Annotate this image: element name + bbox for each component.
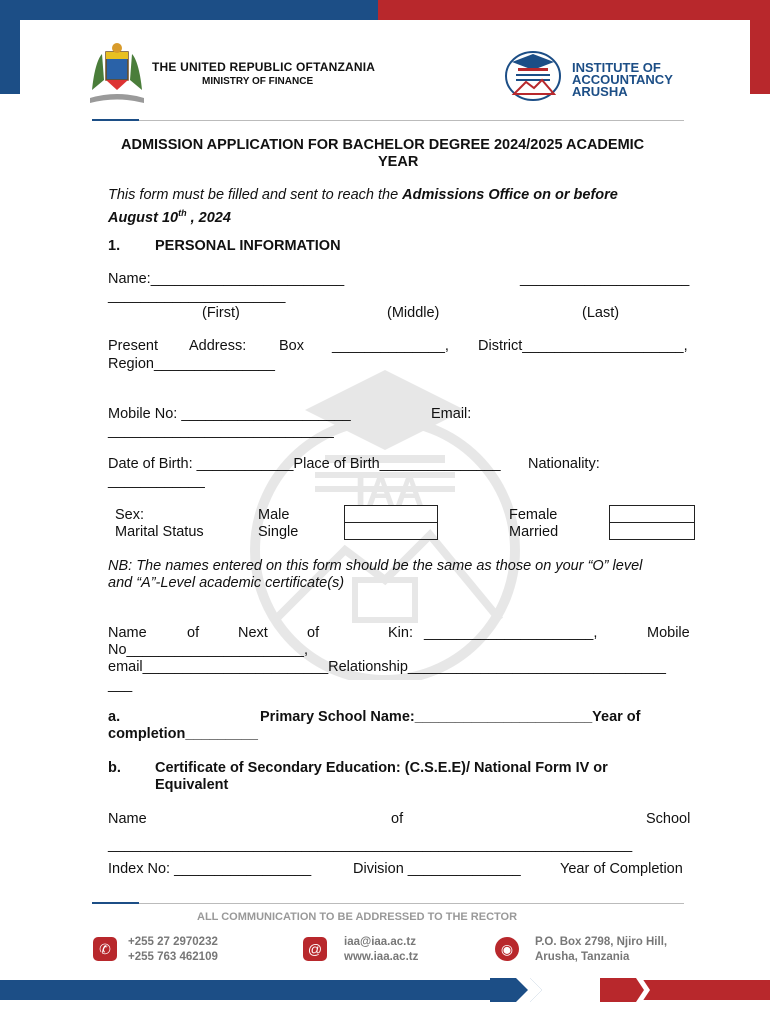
website-link[interactable]: www.iaa.ac.tz: [344, 951, 419, 963]
male-checkbox[interactable]: [344, 505, 438, 523]
form-title-line2: YEAR: [378, 154, 419, 170]
side-bar-blue: [0, 20, 20, 94]
csee-year-label: Year of Completion: [560, 861, 683, 877]
postal-address: P.O. Box 2798, Njiro Hill,: [535, 936, 668, 948]
kin-name-field[interactable]: _____________________,: [424, 625, 598, 641]
region-field[interactable]: Region_______________: [108, 356, 275, 372]
district-field[interactable]: District____________________,: [478, 338, 688, 354]
kin-word-of: of: [187, 625, 200, 641]
deadline-year: , 2024: [186, 209, 231, 226]
kin-word-kin: Kin:: [388, 625, 413, 641]
footer-rule: [139, 903, 684, 904]
email-field[interactable]: ____________________________: [108, 423, 334, 439]
csee-title-line1: Certificate of Secondary Education: (C.S.E.E)/ National Form IV or: [155, 760, 608, 776]
name-last-blank[interactable]: _____________________: [520, 271, 690, 287]
top-bar-blue: [0, 0, 378, 20]
iaa-logo: [504, 50, 562, 102]
csee-division-field[interactable]: Division ______________: [353, 861, 521, 877]
mobile-field[interactable]: Mobile No: _____________________: [108, 406, 351, 422]
primary-label: a.: [108, 709, 121, 725]
primary-school-field[interactable]: Primary School Name:______________________Year of: [260, 709, 641, 725]
form-title-line1: ADMISSION APPLICATION FOR BACHELOR DEGREE 2024/2025 ACADEMIC: [121, 137, 645, 153]
label-present: Present: [108, 338, 158, 354]
label-single: Single: [258, 524, 299, 540]
kin-mobile-field[interactable]: No______________________,: [108, 642, 308, 658]
married-checkbox[interactable]: [609, 522, 695, 540]
label-nationality: Nationality:: [528, 456, 600, 472]
institute-name-line1: INSTITUTE OF: [572, 60, 661, 75]
label-marital-status: Marital Status: [115, 524, 204, 540]
intro-bold: Admissions Office on or before: [402, 187, 618, 203]
phone-line2: +255 763 462109: [128, 951, 218, 963]
csee-index-field[interactable]: Index No: _________________: [108, 861, 312, 877]
watermark-text: IAA: [355, 470, 424, 514]
birth-fields[interactable]: Date of Birth: ____________Place of Birth_______________: [108, 456, 501, 472]
section-number: 1.: [108, 238, 121, 254]
csee-label: b.: [108, 760, 121, 776]
deadline-sup: th: [178, 208, 187, 218]
csee-word-name: Name: [108, 811, 147, 827]
csee-school-field[interactable]: _________________________________________________________________: [108, 837, 633, 853]
top-bar-red: [378, 0, 770, 20]
box-field[interactable]: ______________,: [332, 338, 449, 354]
section-title: PERSONAL INFORMATION: [155, 238, 341, 254]
institute-name-line3: ARUSHA: [572, 84, 628, 99]
kin-email-relationship-field[interactable]: email_______________________Relationship________________________________: [108, 659, 666, 675]
intro-text: This form must be filled and sent to reach the: [108, 187, 403, 203]
ministry-name: MINISTRY OF FINANCE: [202, 76, 314, 87]
header-rule: [139, 120, 684, 121]
label-sex: Sex:: [115, 507, 145, 523]
csee-word-school: School: [646, 811, 691, 827]
label-male: Male: [258, 507, 290, 523]
bottom-bar-blue: [0, 980, 530, 1000]
deadline-date: August 10: [108, 209, 179, 226]
name-field[interactable]: Name:________________________: [108, 271, 345, 287]
coat-of-arms-logo: [86, 40, 148, 106]
location-icon: ◉: [495, 937, 519, 961]
kin-tail-blank[interactable]: ___: [108, 677, 133, 693]
label-female: Female: [509, 507, 558, 523]
csee-word-of: of: [391, 811, 404, 827]
intro-line2: [108, 204, 231, 227]
nb-line2: and “A”-Level academic certificate(s): [108, 575, 345, 591]
label-last: (Last): [582, 305, 620, 321]
phone-icon: ✆: [93, 937, 117, 961]
label-email: Email:: [431, 406, 472, 422]
name-blank-line2[interactable]: ______________________: [108, 288, 286, 304]
kin-word-name: Name: [108, 625, 147, 641]
kin-word-next: Next: [238, 625, 268, 641]
label-address: Address:: [189, 338, 247, 354]
single-checkbox[interactable]: [344, 522, 438, 540]
nationality-field[interactable]: ____________: [108, 473, 205, 489]
phone-line1: +255 27 2970232: [128, 936, 218, 948]
footer-notice: ALL COMMUNICATION TO BE ADDRESSED TO THE RECTOR: [197, 911, 518, 923]
kin-word-of2: of: [307, 625, 320, 641]
footer-rule-accent: [92, 902, 139, 904]
kin-word-mobile: Mobile: [647, 625, 690, 641]
postal-city: Arusha, Tanzania: [535, 951, 630, 963]
label-box: Box: [279, 338, 304, 354]
institute-name-line2: ACCOUNTANCY: [572, 72, 673, 87]
female-checkbox[interactable]: [609, 505, 695, 523]
csee-title-line2: Equivalent: [155, 777, 229, 793]
bottom-chevrons: [490, 978, 650, 1002]
label-middle: (Middle): [387, 305, 440, 321]
side-bar-red: [750, 20, 770, 94]
primary-completion-field[interactable]: completion_________: [108, 726, 258, 742]
at-icon: @: [303, 937, 327, 961]
label-married: Married: [509, 524, 559, 540]
header-rule-accent: [92, 119, 139, 121]
intro-line1: [108, 186, 694, 204]
nb-line1: NB: The names entered on this form should be the same as those on your “O” level: [108, 558, 643, 574]
email-address[interactable]: iaa@iaa.ac.tz: [344, 936, 416, 948]
country-name: THE UNITED REPUBLIC OFTANZANIA: [152, 60, 376, 74]
label-first: (First): [202, 305, 240, 321]
